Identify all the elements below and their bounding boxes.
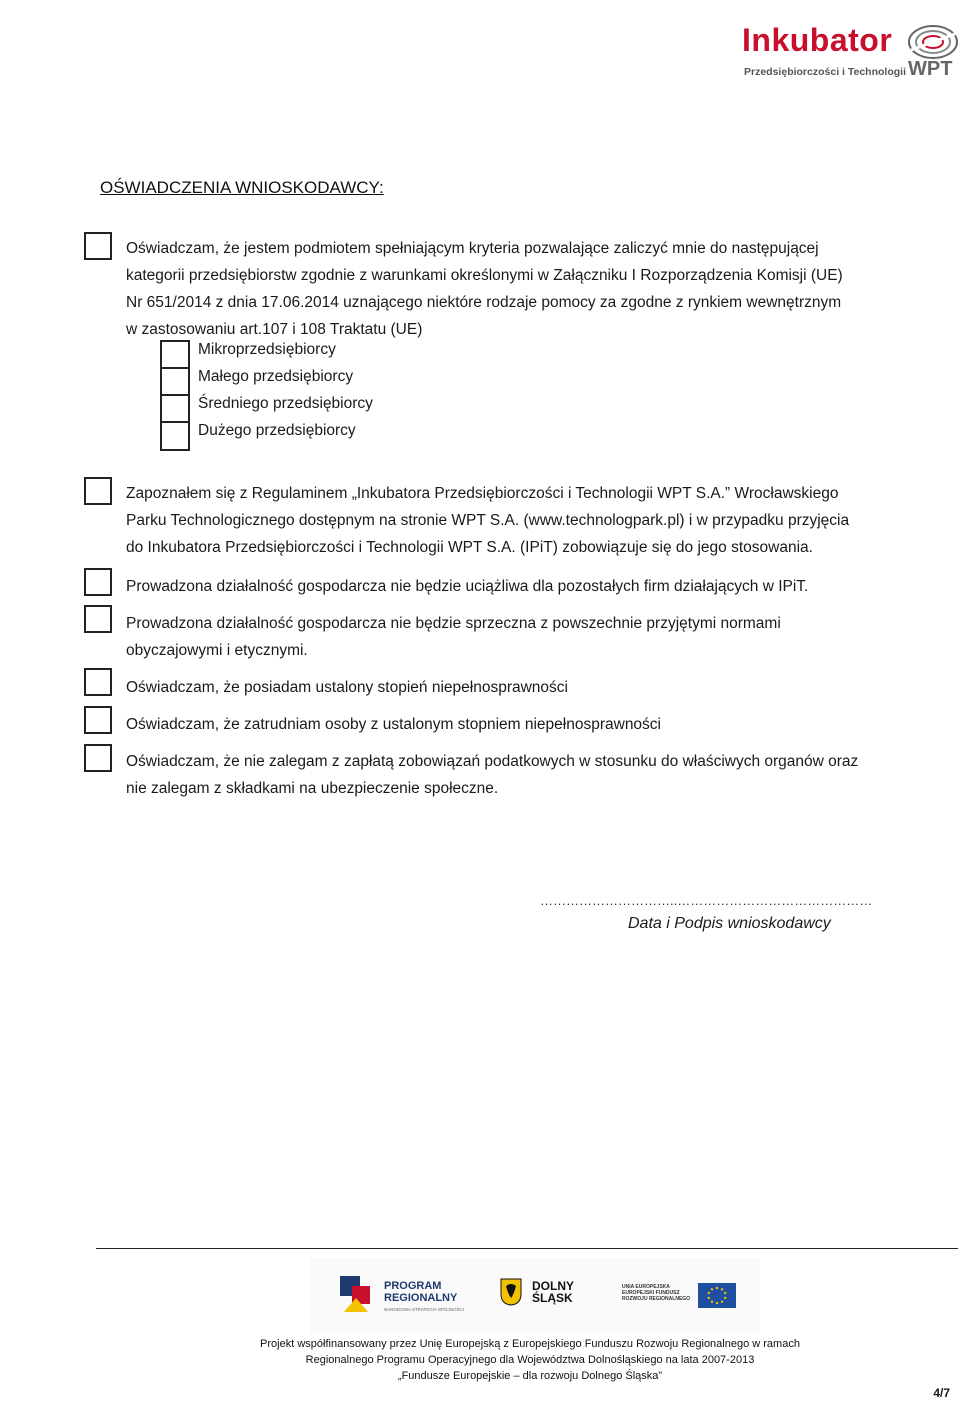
- declaration-2-line: Zapoznałem się z Regulaminem „Inkubatora Przedsiębiorczości i Technologii WPT S.A.” Wrocławskiego: [126, 485, 839, 502]
- declaration-4-checkbox[interactable]: [84, 605, 112, 633]
- signature-label: Data i Podpis wnioskodawcy: [628, 915, 831, 932]
- category-micro-checkbox[interactable]: [160, 340, 190, 370]
- dolny-slask-line: DOLNY: [532, 1279, 574, 1293]
- footer-funding-note: [100, 1336, 960, 1384]
- program-regionalny-subtext: NARODOWA STRATEGIA SPÓJNOŚCI: [384, 1307, 465, 1312]
- logo-wpt: WPT: [908, 58, 953, 80]
- declaration-1-text: [126, 235, 956, 343]
- declaration-1-line: w zastosowaniu art.107 i 108 Traktatu (UE): [126, 321, 423, 338]
- declaration-2-checkbox[interactable]: [84, 477, 112, 505]
- dolny-slask-crest-icon: [500, 1278, 522, 1306]
- page-number: 4/7: [933, 1386, 950, 1400]
- program-regionalny-text: [384, 1280, 457, 1304]
- category-small-label: Małego przedsiębiorcy: [198, 368, 354, 385]
- program-regionalny-logo-icon: [338, 1272, 378, 1316]
- declaration-7-line: nie zalegam z składkami na ubezpieczenie społeczne.: [126, 780, 499, 797]
- declaration-2-line: do Inkubatora Przedsiębiorczości i Technologii WPT S.A. (IPiT) zobowiązuje się do jego stosowania.: [126, 539, 813, 556]
- eu-fund-line: ROZWOJU REGIONALNEGO: [622, 1296, 691, 1302]
- dolny-slask-line: ŚLĄSK: [532, 1291, 573, 1305]
- declaration-2-text: [126, 480, 956, 561]
- program-regionalny-line: REGIONALNY: [384, 1292, 458, 1304]
- declaration-3-text: Prowadzona działalność gospodarcza nie będzie uciążliwa dla pozostałych firm działających w IPiT.: [126, 578, 809, 595]
- eu-fund-line: UNIA EUROPEJSKA: [622, 1284, 670, 1290]
- declaration-7-text: [126, 748, 956, 802]
- declaration-6-text: Oświadczam, że zatrudniam osoby z ustalonym stopniem niepełnosprawności: [126, 716, 661, 733]
- declaration-1-line: Oświadczam, że jestem podmiotem spełniającym kryteria pozwalające zaliczyć mnie do następującej: [126, 240, 819, 257]
- eu-flag-icon: [698, 1283, 736, 1308]
- program-regionalny-line: PROGRAM: [384, 1280, 442, 1292]
- signature-line: …………………………..………………………………………: [540, 893, 873, 908]
- footer-line: Regionalnego Programu Operacyjnego dla Województwa Dolnośląskiego na lata 2007-2013: [305, 1354, 755, 1366]
- category-large-label: Dużego przedsiębiorcy: [198, 422, 356, 439]
- declaration-7-checkbox[interactable]: [84, 744, 112, 772]
- category-large-checkbox[interactable]: [160, 421, 190, 451]
- wpt-swirl-icon: [905, 22, 960, 62]
- declaration-6-checkbox[interactable]: [84, 706, 112, 734]
- footer-line: Projekt współfinansowany przez Unię Europejską z Europejskiego Funduszu Rozwoju Regionalnego w ramach: [260, 1338, 800, 1350]
- section-title: OŚWIADCZENIA WNIOSKODAWCY:: [100, 178, 384, 197]
- eu-fund-text: [622, 1284, 690, 1302]
- declaration-7-line: Oświadczam, że nie zalegam z zapłatą zobowiązań podatkowych w stosunku do właściwych organów oraz: [126, 753, 859, 770]
- declaration-1-line: Nr 651/2014 z dnia 17.06.2014 uznającego niektóre rodzaje pomocy za zgodne z rynkiem wewnętrznym: [126, 294, 842, 311]
- declaration-5-checkbox[interactable]: [84, 668, 112, 696]
- declaration-1-line: kategorii przedsiębiorstw zgodnie z warunkami określonymi w Załączniku I Rozporządzenia Komisji (UE): [126, 267, 843, 284]
- declaration-4-line: obyczajowymi i etycznymi.: [126, 642, 308, 659]
- category-small-checkbox[interactable]: [160, 367, 190, 397]
- declaration-4-text: [126, 610, 956, 664]
- category-medium-checkbox[interactable]: [160, 394, 190, 424]
- category-micro-label: Mikroprzedsiębiorcy: [198, 341, 336, 358]
- logo-title: Inkubator: [742, 22, 893, 58]
- logo-subtitle: Przedsiębiorczości i Technologii: [744, 66, 907, 78]
- declaration-2-line: Parku Technologicznego dostępnym na stronie WPT S.A. (www.technologpark.pl) i w przypadku przyjęcia: [126, 512, 850, 529]
- dolny-slask-text: [532, 1280, 574, 1304]
- declaration-3-checkbox[interactable]: [84, 568, 112, 596]
- category-medium-label: Średniego przedsiębiorcy: [198, 395, 373, 412]
- footer-logos: [310, 1258, 760, 1333]
- inkubator-logo: [720, 18, 960, 88]
- eu-fund-line: EUROPEJSKI FUNDUSZ: [622, 1290, 680, 1296]
- declaration-5-text: Oświadczam, że posiadam ustalony stopień niepełnosprawności: [126, 679, 568, 696]
- declaration-1-checkbox[interactable]: [84, 232, 112, 260]
- footer-line: „Fundusze Europejskie – dla rozwoju Dolnego Śląska”: [397, 1370, 663, 1382]
- declaration-4-line: Prowadzona działalność gospodarcza nie będzie sprzeczna z powszechnie przyjętymi normami: [126, 615, 781, 632]
- footer-divider: [96, 1248, 958, 1249]
